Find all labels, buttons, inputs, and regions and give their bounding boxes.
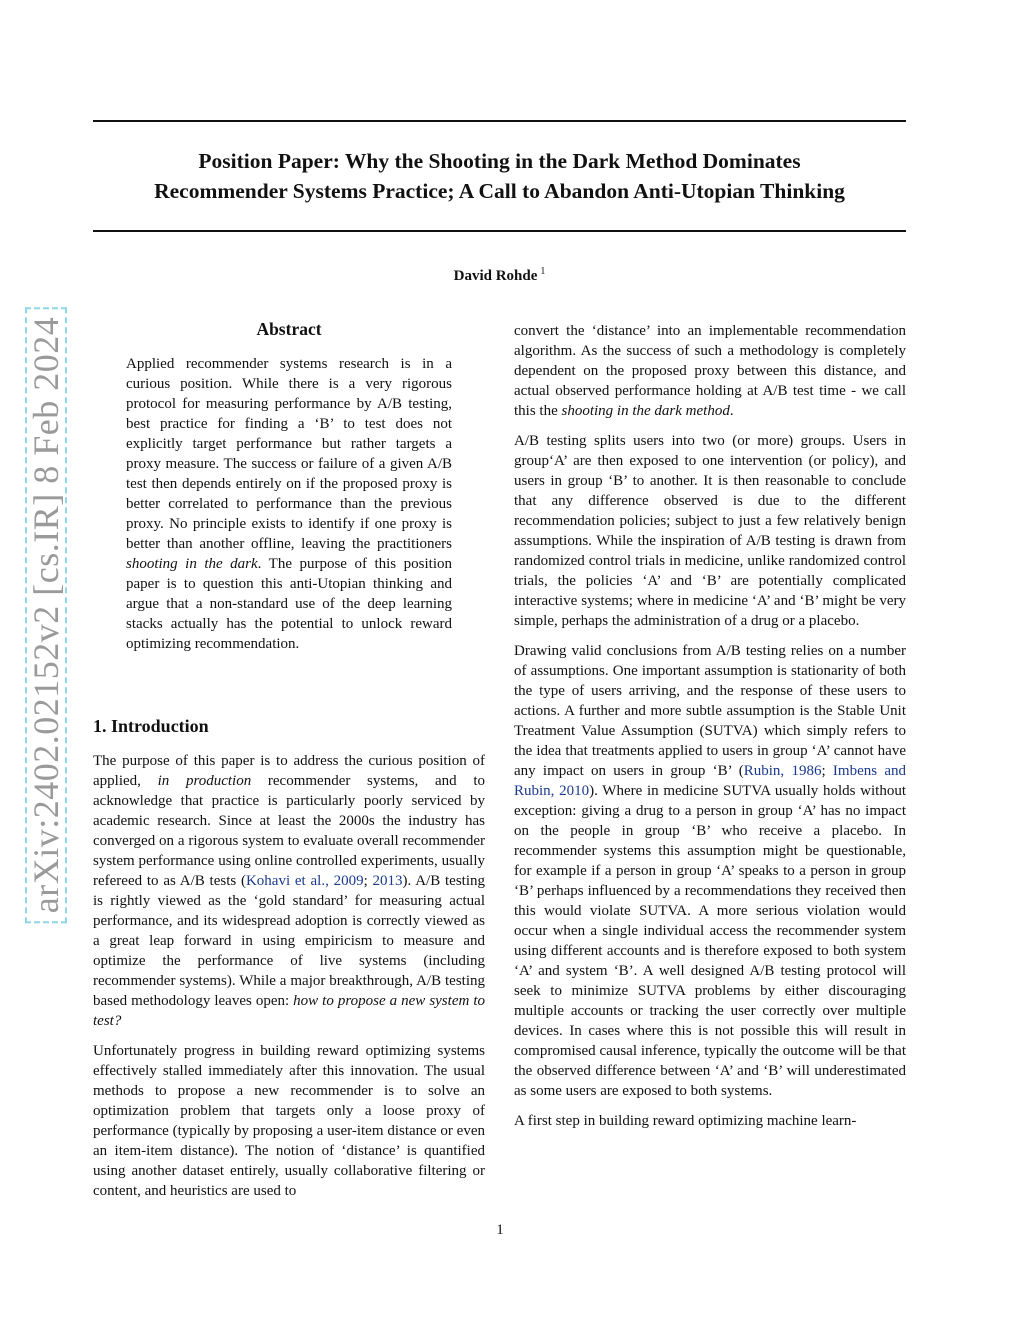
citation-link[interactable]: Kohavi et al., 2009 — [245, 873, 364, 889]
author-name: David Rohde — [453, 268, 538, 284]
top-rule — [93, 120, 906, 122]
text-run: recommender systems, and to acknowledge that practice is particularly poorly serviced by academic research. Since at least the 2000s the industry has converged on a rigorous system to evaluate overall recommender system performance using online controlled experiments, usually refereed to as A/B tests ( — [93, 773, 485, 889]
text-run: Drawing valid conclusions from A/B testing relies on a number of assumptions. One important assumption is stationarity of both the type of users arriving, and the response of these users to actions. A further and more subtle assumption is the Stable Unit Treatment Value Assumption (SUTVA) which simply refers to the idea that treatments applied to users in group ‘A’ cannot have any impact on users in group ‘B’ ( — [514, 643, 906, 779]
left-column-text — [93, 751, 485, 1201]
text-run: convert the ‘distance’ into an implementable recommendation algorithm. As the success of such a methodology is completely dependent on the proposed proxy between this distance, and actual observed performance holding at A/B test time - we call this the — [514, 323, 906, 419]
title-line-2: Recommender Systems Practice; A Call to Abandon Anti-Utopian Thinking — [154, 179, 845, 203]
title-bottom-rule — [93, 230, 906, 232]
text-run: The purpose of this paper is to address the curious position of applied, — [93, 753, 485, 789]
text-run: ; — [821, 763, 833, 779]
arxiv-identifier[interactable]: arXiv:2402.02152v2 [cs.IR] 8 Feb 2024 — [25, 307, 67, 923]
emphasis-method-name: shooting in the dark method — [561, 403, 730, 419]
abstract-heading: Abstract — [256, 319, 322, 339]
text-run: ). Where in medicine SUTVA usually holds without exception: giving a drug to a person in group ‘A’ has no impact on the people in group ‘B’ who receive a placebo. In recommender systems this assumption might be questionable, for example if a person in group ‘A’ speaks to a person in group ‘B’ perhaps influenced by a recommendations they received then this would violate SUTVA. A more serious violation would occur when a single individual access the recommender system using different accounts and is therefore exposed to both system ‘A’ and system ‘B’. A well designed A/B testing protocol will seek to minimize SUTVA problems by either discouraging multiple accounts or tracking the user correctly over multiple devices. In cases where this is not possible this will result in compromised causal inference, typically the outcome will be that the observed difference between ‘A’ and ‘B’ will underestimated as some users are exposed to both systems. — [514, 783, 906, 1099]
text-run: . — [729, 403, 734, 419]
page-number: 1 — [496, 1222, 504, 1238]
emphasis-in-production: in production — [157, 773, 252, 789]
affiliation-mark: 1 — [540, 266, 546, 277]
abstract-text-1: Applied recommender systems research is in a curious position. While there is a very rigorous protocol for measuring performance by A/B testing, best practice for finding a ‘B’ to test does not explicitly target performance but rather targets a proxy measure. The success or failure of a given A/B test then depends entirely on if the proposed proxy is better correlated to performance than the previous proxy. No principle exists to identify if one proxy is better than another offline, leaving the practitioners — [126, 356, 452, 552]
abstract-emphasis: shooting in the dark — [126, 556, 258, 572]
intro-paragraph-3 — [514, 321, 906, 421]
section-heading-introduction: 1. Introduction — [93, 716, 209, 736]
citation-link[interactable]: Rubin, 1986 — [743, 763, 822, 779]
text-run: ; — [363, 873, 373, 889]
emphasis-question: how to propose a new system to test? — [93, 993, 485, 1029]
right-column-text — [514, 321, 906, 1131]
paper-title — [93, 146, 906, 206]
intro-paragraph-1 — [93, 751, 485, 1031]
citation-link[interactable]: Imbens and Rubin, 2010 — [514, 763, 906, 799]
intro-paragraph-2: Unfortunately progress in building reward optimizing systems effectively stalled immediately after this innovation. The usual methods to propose a new recommender is to solve an optimization problem that targets only a loose proxy of performance (typically by proposing a user-item distance or even an item-item distance). The notion of ‘distance’ is quantified using another dataset entirely, usually collaborative filtering or content, and heuristics are used to — [93, 1043, 485, 1199]
author-line — [93, 266, 906, 285]
abstract-text-2: . The purpose of this position paper is to question this anti-Utopian thinking and argue that a non-standard use of the deep learning stacks actually has the potential to unlock reward optimizing recommendation. — [126, 556, 452, 652]
title-line-1: Position Paper: Why the Shooting in the Dark Method Dominates — [198, 149, 801, 173]
intro-paragraph-6: A first step in building reward optimizing machine learn- — [514, 1113, 857, 1129]
intro-paragraph-4: A/B testing splits users into two (or more) groups. Users in group‘A’ are then exposed to one intervention (or policy), and users in group ‘B’ to another. It is then reasonable to conclude that any difference observed is due to the different recommendation policies; subject to just a few relatively benign assumptions. While the inspiration of A/B testing is drawn from randomized control trials in medicine, unlike randomized control trials, the policies ‘A’ and ‘B’ are potentially complicated interactive systems; where in medicine ‘A’ and ‘B’ might be very simple, perhaps the administration of a drug or a placebo. — [514, 433, 906, 629]
citation-link[interactable]: 2013 — [372, 873, 403, 889]
abstract-body — [126, 354, 452, 654]
text-run: ). A/B testing is rightly viewed as the ‘gold standard’ for measuring actual performance, and its widespread adoption is correctly viewed as a great leap forward in using empiricism to measure and optimize the performance of live systems (including recommender systems). While a major breakthrough, A/B testing based methodology leaves open: — [93, 873, 485, 1009]
intro-paragraph-5 — [514, 641, 906, 1101]
